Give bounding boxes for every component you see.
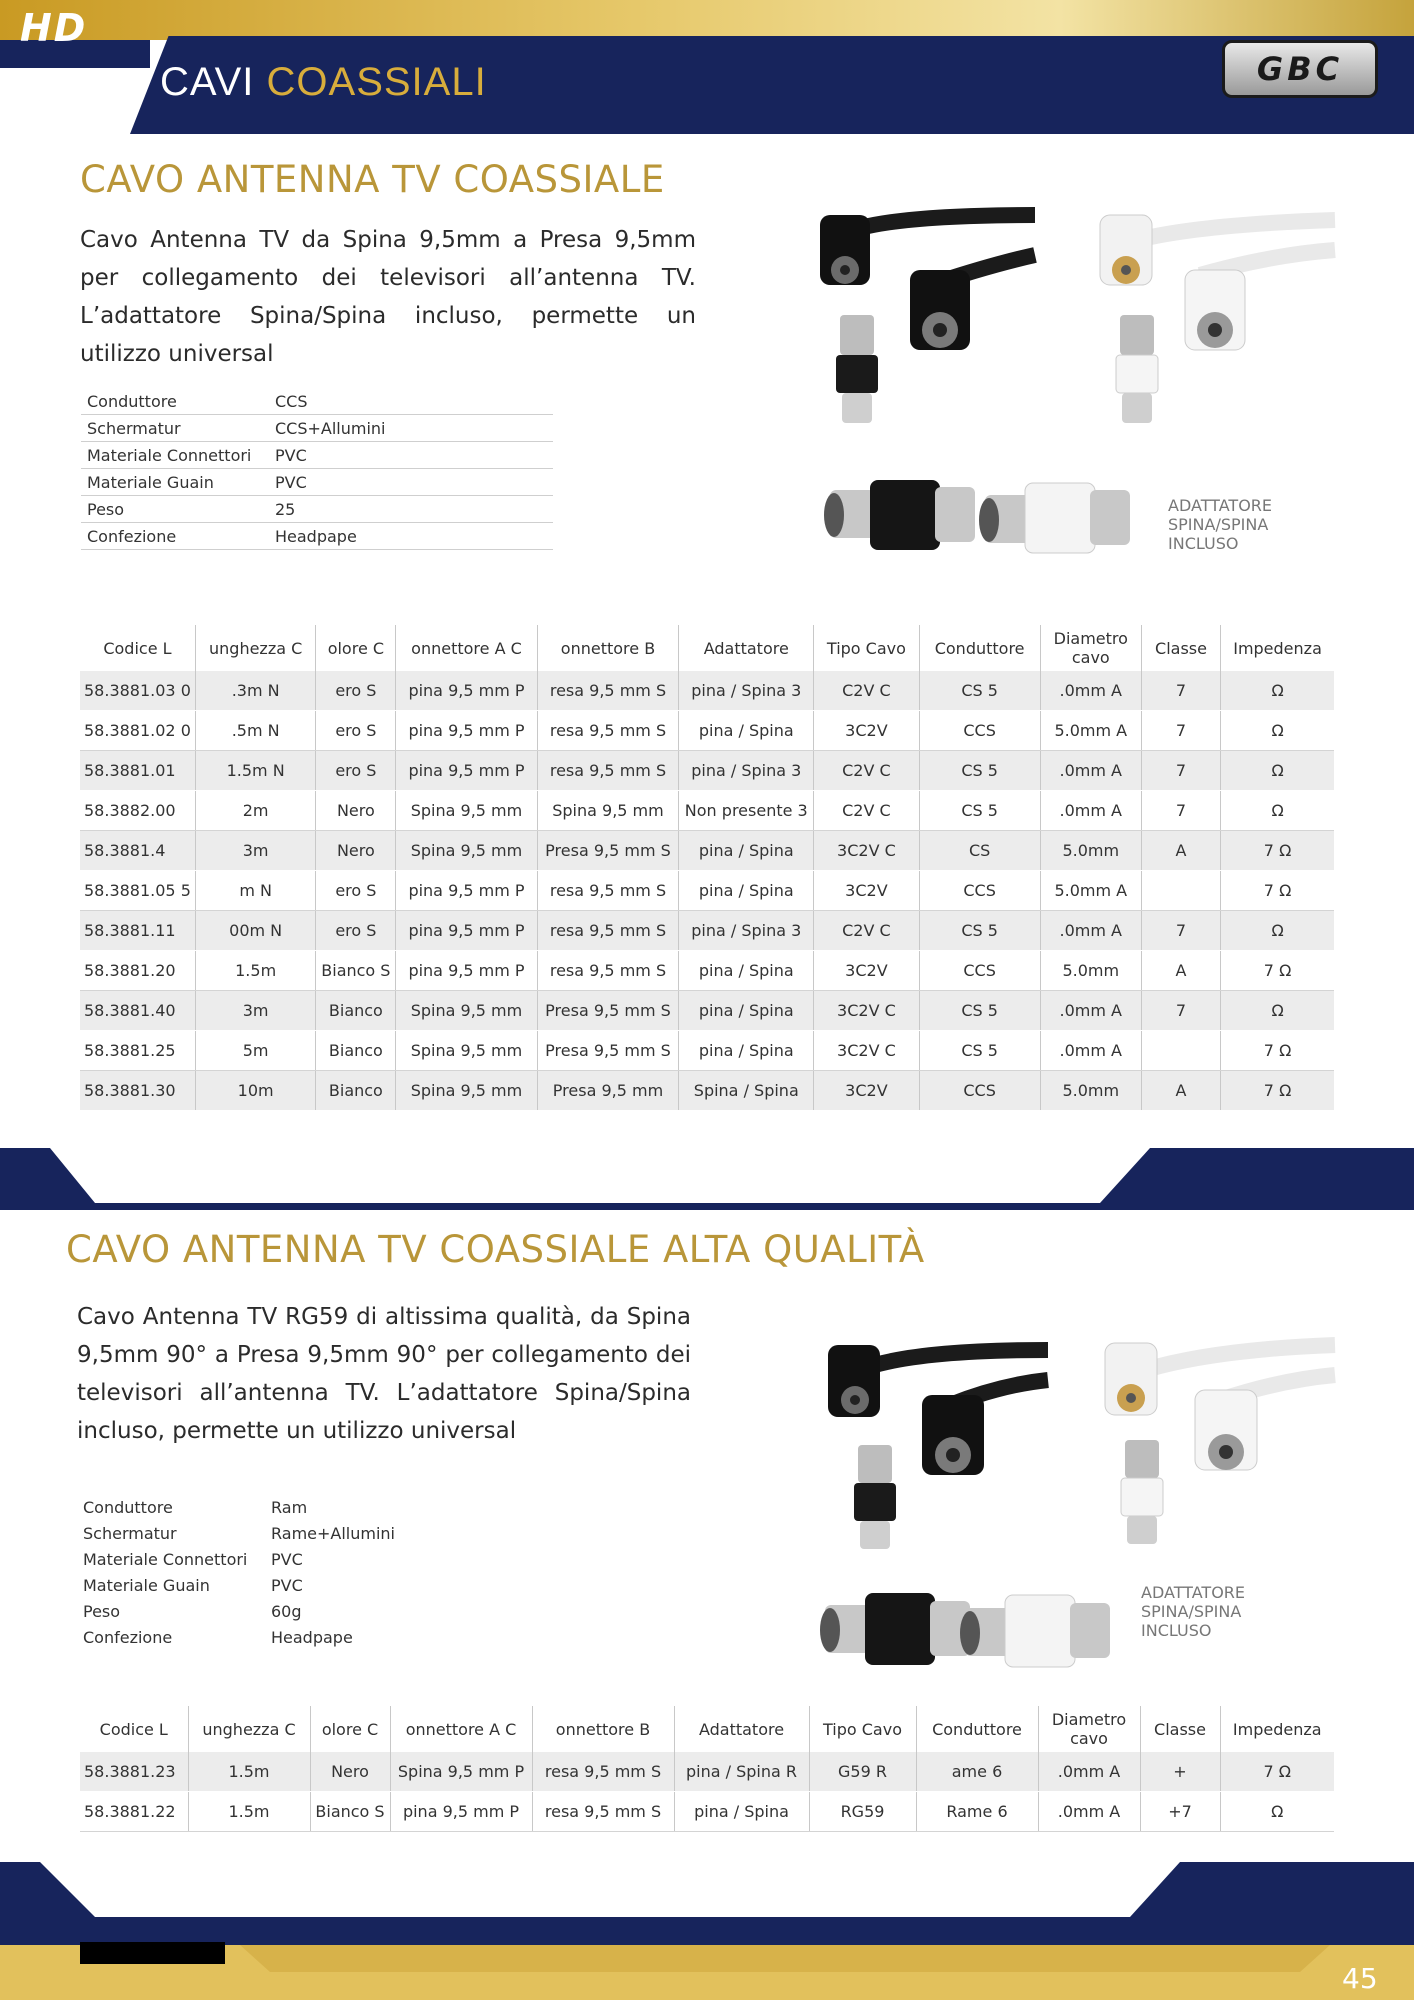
table-cell: pina / Spina [679,1031,814,1071]
table-cell: .0mm A [1038,1752,1140,1792]
table-cell: Presa 9,5 mm S [537,991,679,1031]
table-cell: Rame 6 [916,1792,1038,1832]
table-cell: Ω [1221,991,1334,1031]
table-row [80,951,1334,991]
table-cell: pina / Spina 3 [679,911,814,951]
spec-value: Rame+Allumini [271,1523,395,1543]
section2-description: Cavo Antenna TV RG59 di altissima qualità, da Spina 9,5mm 90° a Presa 9,5mm 90° per collegamento dei televisori all’antenna TV. L’adattatore Spina/Spina incluso, permette un utilizzo universal [77,1304,691,1444]
table-row [80,791,1334,831]
header-gold-band [0,0,1414,40]
table-cell: 58.3881.40 [80,991,195,1031]
table-cell: Nero [316,791,396,831]
table-cell: Spina 9,5 mm [396,1071,537,1111]
section2-spec-table [77,1494,497,1650]
table-cell: 7 Ω [1220,1752,1334,1792]
table-cell: resa 9,5 mm S [537,751,679,791]
table-cell: ame 6 [916,1752,1038,1792]
page-title [160,60,487,105]
caption-line: ADATTATORE [1141,1583,1246,1602]
table-cell: resa 9,5 mm S [532,1792,674,1832]
table-cell: 7 [1141,671,1220,711]
spec-row [77,1494,497,1520]
table-row [80,871,1334,911]
table-cell: Non presente 3 [679,791,814,831]
column-header: Codice L [80,1706,188,1752]
table-cell: 10m [195,1071,316,1111]
spec-row [81,388,553,415]
spec-row [81,415,553,442]
table-cell: CCS [919,711,1040,751]
caption-line: INCLUSO [1141,1621,1212,1640]
section1-spec-table [81,388,553,550]
table-cell: .0mm A [1040,991,1141,1031]
table-cell: pina / Spina [679,871,814,911]
table-cell: Bianco [316,991,396,1031]
table-cell: Ω [1221,671,1334,711]
column-header: Tipo Cavo [814,625,919,671]
table-cell: 58.3881.05 5 [80,871,195,911]
table-cell: Bianco [316,1071,396,1111]
table-cell: 7 Ω [1221,951,1334,991]
table-cell: 3C2V [814,951,919,991]
table-cell: .0mm A [1040,911,1141,951]
spec-key: Materiale Connettori [87,445,252,465]
table-header-row [80,1706,1334,1752]
table-cell: CS [919,831,1040,871]
table-cell: Ω [1221,911,1334,951]
table-cell: .0mm A [1040,751,1141,791]
table-cell: 2m [195,791,316,831]
caption-line: SPINA/SPINA [1141,1602,1242,1621]
table-cell: Ω [1221,791,1334,831]
table-cell: ero S [316,911,396,951]
table-cell: resa 9,5 mm S [537,911,679,951]
column-header: Impedenza [1233,638,1322,658]
table-cell: 58.3881.01 [80,751,195,791]
page-number: 45 [1342,1962,1378,1995]
table-cell: ero S [316,751,396,791]
table-cell: 5.0mm A [1040,871,1141,911]
table-cell: Spina 9,5 mm P [390,1752,532,1792]
table-cell: m N [195,871,316,911]
column-header: Conduttore [919,625,1040,671]
section2-product-image [800,1325,1340,1675]
table-cell: 5.0mm [1040,831,1141,871]
table-cell: 3C2V [814,1071,919,1111]
table-cell: A [1141,831,1220,871]
table-cell: 58.3881.03 0 [80,671,195,711]
table-cell [1141,1031,1220,1071]
table-cell: Ω [1221,711,1334,751]
table-cell: pina 9,5 mm P [396,671,537,711]
table-cell: 1.5m [195,951,316,991]
spec-row [77,1572,497,1598]
table-cell: CS 5 [919,751,1040,791]
table-cell: pina 9,5 mm P [396,911,537,951]
table-cell: A [1141,1071,1220,1111]
hd-logo: HD [20,6,88,50]
footer-band [0,1862,1414,2000]
table-cell: A [1141,951,1220,991]
table-row [80,711,1334,751]
spec-key: Confezione [87,526,177,546]
table-cell: .3m N [195,671,316,711]
table-cell: .0mm A [1040,791,1141,831]
table-cell: 3m [195,991,316,1031]
section2-product-table [80,1706,1334,1832]
table-cell: pina 9,5 mm P [396,751,537,791]
table-cell: C2V C [814,791,919,831]
table-cell: Spina 9,5 mm [396,831,537,871]
table-cell: pina / Spina [679,831,814,871]
table-cell: ero S [316,711,396,751]
table-cell: pina / Spina [679,991,814,1031]
table-cell: 3C2V [814,711,919,751]
spec-value: Ram [271,1497,308,1517]
table-cell: Bianco [316,1031,396,1071]
table-cell: Presa 9,5 mm [537,1071,679,1111]
table-cell: 7 Ω [1221,1071,1334,1111]
column-header: unghezza C [195,625,316,671]
column-header: onnettore A C [390,1706,532,1752]
table-cell: 7 [1141,711,1220,751]
spec-row [81,469,553,496]
table-cell: 7 [1141,991,1220,1031]
column-header: Codice L [80,625,195,671]
table-cell: .0mm A [1040,671,1141,711]
spec-key: Materiale Guain [87,472,214,492]
table-cell: RG59 [809,1792,916,1832]
table-cell: Nero [310,1752,390,1792]
table-cell: Ω [1221,751,1334,791]
caption-line: ADATTATORE [1168,496,1273,515]
table-cell: pina 9,5 mm P [390,1792,532,1832]
table-cell: 5m [195,1031,316,1071]
table-cell: 7 [1141,911,1220,951]
table-cell: Ω [1220,1792,1334,1832]
column-header: Classe [1140,1706,1220,1752]
spec-key: Schermatur [83,1523,177,1543]
table-cell: Presa 9,5 mm S [537,831,679,871]
table-cell: 58.3881.22 [80,1792,188,1832]
gbc-logo: GBC [1222,40,1378,98]
table-cell: Spina 9,5 mm [396,991,537,1031]
spec-row [81,496,553,523]
section-separator [0,1148,1414,1210]
column-header: Diametro cavo [1038,1706,1140,1752]
column-header: onnettore B [537,625,679,671]
spec-key: Conduttore [87,391,177,411]
spec-value: 60g [271,1601,302,1621]
table-cell: Spina 9,5 mm [396,791,537,831]
spec-value: CCS+Allumini [275,418,386,438]
column-header: Adattatore [674,1706,809,1752]
table-cell: Presa 9,5 mm S [537,1031,679,1071]
table-cell: 58.3881.20 [80,951,195,991]
table-cell: pina 9,5 mm P [396,871,537,911]
table-cell: pina / Spina [674,1792,809,1832]
table-cell: 5.0mm [1040,951,1141,991]
table-cell: 3C2V C [814,1031,919,1071]
table-cell: 1.5m N [195,751,316,791]
spec-value: PVC [275,445,307,465]
spec-row [77,1520,497,1546]
table-cell: 7 [1141,751,1220,791]
section2-title: CAVO ANTENNA TV COASSIALE ALTA QUALITÀ [66,1228,925,1271]
table-cell: +7 [1140,1792,1220,1832]
table-cell: 58.3881.11 [80,911,195,951]
table-cell: CCS [919,951,1040,991]
section1-title: CAVO ANTENNA TV COASSIALE [80,158,665,201]
spec-value: Headpape [271,1627,353,1647]
table-cell: Nero [316,831,396,871]
table-cell: resa 9,5 mm S [537,951,679,991]
table-cell: .0mm A [1038,1792,1140,1832]
table-row [80,1792,1334,1832]
column-header: Conduttore [916,1706,1038,1752]
section1-description: Cavo Antenna TV da Spina 9,5mm a Presa 9,5mm per collegamento dei televisori all’antenna TV. L’adattatore Spina/Spina incluso, permette un utilizzo universal [80,227,696,367]
spec-value: PVC [271,1549,303,1569]
table-cell: 58.3882.00 [80,791,195,831]
table-row [80,671,1334,711]
table-cell: Spina / Spina [679,1071,814,1111]
column-header: unghezza C [188,1706,310,1752]
table-cell: resa 9,5 mm S [537,671,679,711]
spec-key: Peso [87,499,125,519]
table-cell: 7 Ω [1221,871,1334,911]
table-cell: pina / Spina [679,711,814,751]
table-cell [1141,871,1220,911]
table-cell: pina 9,5 mm P [396,951,537,991]
table-cell: 3m [195,831,316,871]
section1-adapter-caption [1168,496,1272,553]
spec-key: Materiale Connettori [83,1549,248,1569]
title-part1: CAVI [160,60,255,104]
table-cell: 58.3881.4 [80,831,195,871]
spec-row [77,1598,497,1624]
table-cell: 58.3881.02 0 [80,711,195,751]
table-cell: C2V C [814,751,919,791]
table-cell: Bianco S [316,951,396,991]
spec-value: CCS [275,391,308,411]
table-cell: pina / Spina [679,951,814,991]
column-header: olore C [310,1706,390,1752]
table-cell: CS 5 [919,991,1040,1031]
table-cell: CS 5 [919,791,1040,831]
table-cell: 3C2V C [814,991,919,1031]
spec-row [77,1546,497,1572]
spec-row [81,442,553,469]
table-cell: 1.5m [188,1752,310,1792]
column-header: Diametro cavo [1040,625,1141,671]
column-header: Impedenza [1232,1719,1322,1739]
caption-line: INCLUSO [1168,534,1239,553]
section1-product-table [80,625,1334,1111]
table-cell: resa 9,5 mm S [537,711,679,751]
table-cell: 00m N [195,911,316,951]
column-header: Tipo Cavo [809,1706,916,1752]
spec-key: Schermatur [87,418,181,438]
table-cell: 3C2V [814,871,919,911]
spec-key: Materiale Guain [83,1575,210,1595]
table-cell: pina / Spina 3 [679,751,814,791]
spec-value: 25 [275,499,296,519]
spec-key: Peso [83,1601,121,1621]
table-row [80,991,1334,1031]
table-row [80,1071,1334,1111]
spec-row [81,523,553,550]
table-cell: 5.0mm [1040,1071,1141,1111]
table-cell: 58.3881.30 [80,1071,195,1111]
table-cell: Bianco S [310,1792,390,1832]
table-cell: 7 Ω [1221,831,1334,871]
spec-row [77,1624,497,1650]
title-part2: COASSIALI [266,60,487,104]
spec-value: PVC [271,1575,303,1595]
table-cell: pina / Spina R [674,1752,809,1792]
table-cell: CCS [919,1071,1040,1111]
table-cell: ero S [316,671,396,711]
column-header: Adattatore [679,625,814,671]
table-cell: G59 R [809,1752,916,1792]
column-header: onnettore B [532,1706,674,1752]
table-cell: resa 9,5 mm S [532,1752,674,1792]
table-row [80,751,1334,791]
column-header: Classe [1141,625,1220,671]
table-row [80,831,1334,871]
table-cell: pina / Spina 3 [679,671,814,711]
section2-adapter-caption [1141,1583,1245,1640]
table-cell: 7 Ω [1221,1031,1334,1071]
table-row [80,1752,1334,1792]
column-header: onnettore A C [396,625,537,671]
table-cell: .5m N [195,711,316,751]
table-cell: 58.3881.23 [80,1752,188,1792]
table-cell: 3C2V C [814,831,919,871]
table-cell: ero S [316,871,396,911]
spec-key: Conduttore [83,1497,173,1517]
table-cell: C2V C [814,911,919,951]
table-cell: CS 5 [919,911,1040,951]
table-cell: C2V C [814,671,919,711]
table-cell: CS 5 [919,671,1040,711]
table-cell: 7 [1141,791,1220,831]
table-cell: CS 5 [919,1031,1040,1071]
table-header-row [80,625,1334,671]
table-cell: resa 9,5 mm S [537,871,679,911]
table-cell: Spina 9,5 mm [537,791,679,831]
table-cell: CCS [919,871,1040,911]
caption-line: SPINA/SPINA [1168,515,1269,534]
table-cell: pina 9,5 mm P [396,711,537,751]
spec-key: Confezione [83,1627,173,1647]
spec-value: Headpape [275,526,357,546]
table-row [80,1031,1334,1071]
table-cell: Spina 9,5 mm [396,1031,537,1071]
table-cell: .0mm A [1040,1031,1141,1071]
column-header: olore C [316,625,396,671]
table-row [80,911,1334,951]
table-cell: 58.3881.25 [80,1031,195,1071]
table-cell: 5.0mm A [1040,711,1141,751]
table-cell: 1.5m [188,1792,310,1832]
spec-value: PVC [275,472,307,492]
table-cell: + [1140,1752,1220,1792]
